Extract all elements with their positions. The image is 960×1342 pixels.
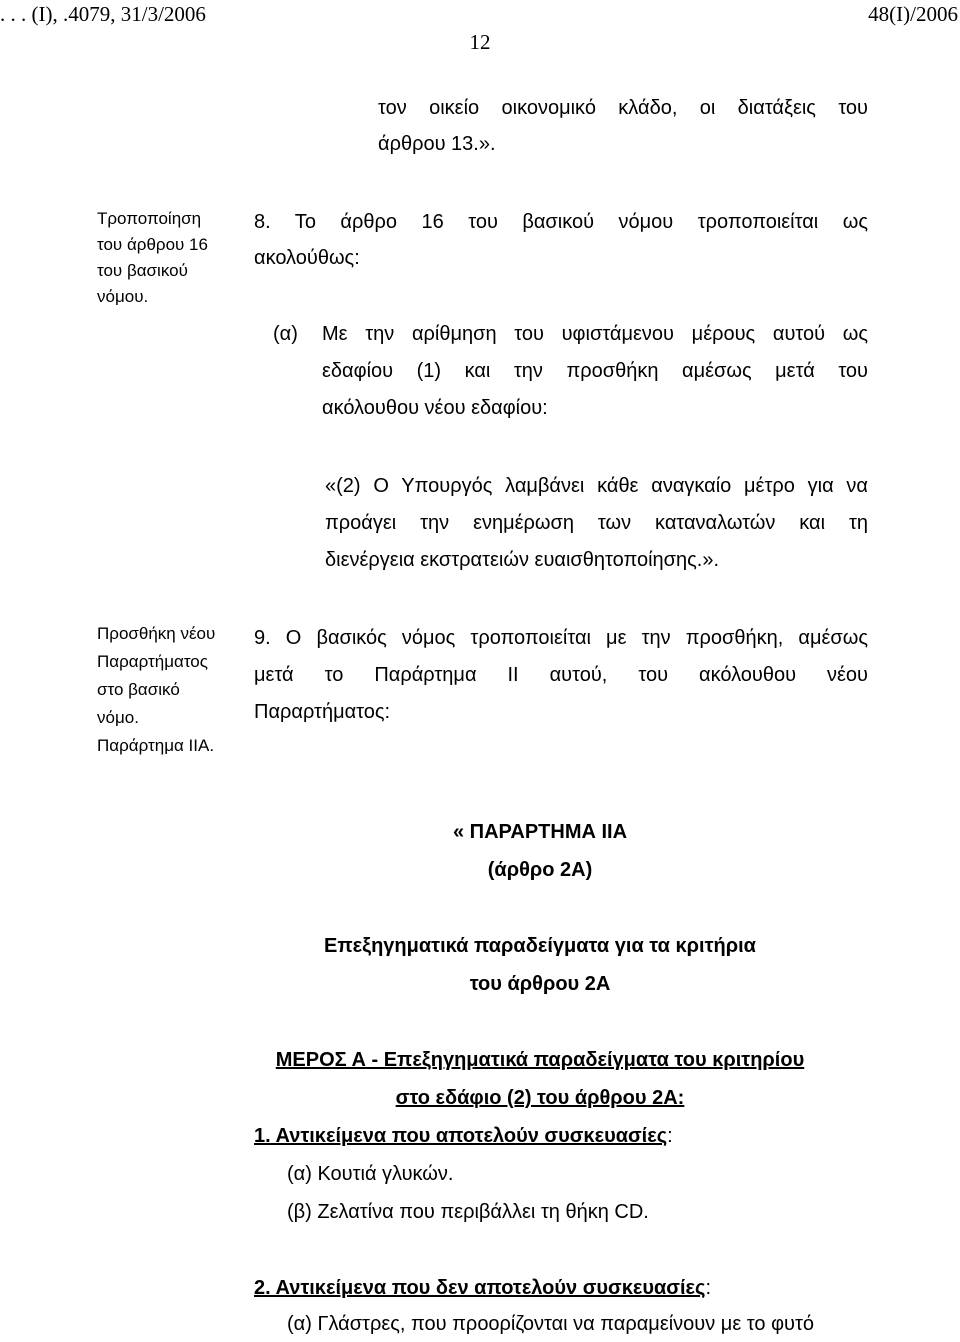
- section-9-line-2: μετά το Παράρτημα ΙΙ αυτού, του ακόλουθου νέου: [254, 664, 868, 686]
- margin-note-line: του άρθρου 16: [97, 235, 208, 254]
- annex-heading-line-2: του άρθρου 2Α: [469, 973, 611, 995]
- section-8-line-2: ακολούθως:: [254, 247, 360, 269]
- item-1-colon: :: [667, 1125, 673, 1147]
- margin-note-line: Παράρτημα ΙΙΑ.: [97, 736, 215, 755]
- margin-note-line: Παραρτήματος: [97, 652, 208, 671]
- margin-note-line: Τροποποίηση: [97, 209, 202, 228]
- continuation-line-1: τον οικείο οικονομικό κλάδο, οι διατάξεις του: [378, 97, 868, 119]
- section-8-item-line-2: εδαφίου (1) και την προσθήκη αμέσως μετά του: [322, 360, 868, 382]
- item-2-colon: :: [705, 1277, 711, 1299]
- section-8-item-line-3: ακόλουθου νέου εδαφίου:: [322, 397, 548, 419]
- margin-note-amendment: [97, 206, 208, 310]
- part-a-heading-line-2: στο εδάφιο (2) του άρθρου 2Α:: [395, 1087, 685, 1109]
- header-left: . . . (Ι), .4079, 31/3/2006: [0, 2, 206, 26]
- item-1-heading: [254, 1118, 673, 1154]
- margin-note-line: Προσθήκη νέου: [97, 624, 216, 643]
- item-2-a: (α) Γλάστρες, που προορίζονται να παραμείνουν με το φυτό: [287, 1313, 815, 1335]
- margin-note-line: νόμο.: [97, 708, 139, 727]
- continuation-line-2: άρθρου 13.».: [378, 133, 496, 155]
- annex-title: « ΠΑΡΑΡΤΗΜΑ ΙΙΑ: [452, 821, 628, 843]
- section-9-line-3: Παραρτήματος:: [254, 701, 391, 723]
- item-1-a: (α) Κουτιά γλυκών.: [287, 1163, 454, 1185]
- section-8-item-label: (α): [273, 323, 298, 345]
- item-1-title: 1. Αντικείμενα που αποτελούν συσκευασίες: [254, 1125, 668, 1147]
- page-number: 12: [469, 30, 491, 54]
- margin-note-line: στο βασικό: [97, 680, 180, 699]
- item-2-heading: [254, 1270, 711, 1306]
- margin-note-new-annex: [97, 620, 215, 760]
- section-8-quote-line-2: προάγει την ενημέρωση των καταναλωτών και τη: [325, 512, 868, 534]
- section-8-quote-line-1: «(2) Ο Υπουργός λαμβάνει κάθε αναγκαίο μέτρο για να: [325, 475, 868, 497]
- section-9-line-1: 9. Ο βασικός νόμος τροποποιείται με την προσθήκη, αμέσως: [254, 627, 868, 649]
- section-8-line-1: 8. Το άρθρο 16 του βασικού νόμου τροποποιείται ως: [254, 211, 868, 233]
- annex-heading-line-1: Επεξηγηματικά παραδείγματα για τα κριτήρια: [324, 935, 756, 957]
- annex-subtitle: (άρθρο 2Α): [487, 859, 593, 881]
- section-8-quote-line-3: διενέργεια εκστρατειών ευαισθητοποίησης.».: [325, 549, 720, 571]
- item-2-title: 2. Αντικείμενα που δεν αποτελούν συσκευασίες: [254, 1277, 706, 1299]
- part-a-heading-line-1: ΜΕΡΟΣ Α - Επεξηγηματικά παραδείγματα του κριτηρίου: [275, 1049, 805, 1071]
- item-1-b: (β) Ζελατίνα που περιβάλλει τη θήκη CD.: [287, 1201, 649, 1223]
- margin-note-line: νόμου.: [97, 287, 149, 306]
- section-8-item-line-1: Με την αρίθμηση του υφιστάμενου μέρους αυτού ως: [322, 323, 868, 345]
- margin-note-line: του βασικού: [97, 261, 188, 280]
- header-right: 48(Ι)/2006: [868, 2, 958, 26]
